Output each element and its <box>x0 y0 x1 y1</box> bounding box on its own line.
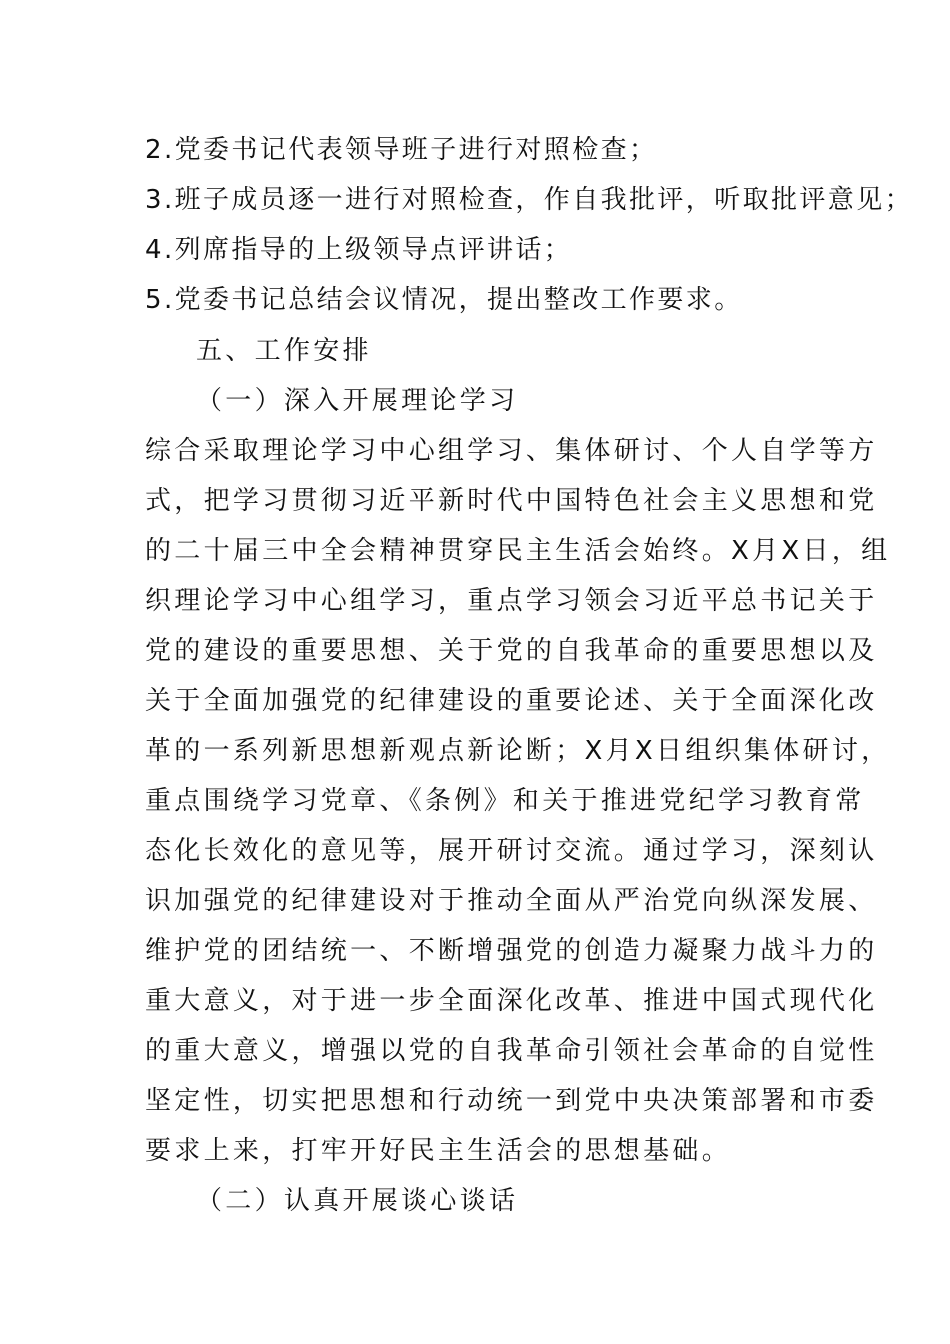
paragraph-line: 式，把学习贯彻习近平新时代中国特色社会主义思想和党 <box>145 486 878 516</box>
paragraph-line: 织理论学习中心组学习，重点学习领会习近平总书记关于 <box>145 586 878 616</box>
list-item: 5.党委书记总结会议情况，提出整改工作要求。 <box>145 285 743 315</box>
paragraph-line: 重大意义，对于进一步全面深化改革、推进中国式现代化 <box>145 986 878 1016</box>
list-item: 4.列席指导的上级领导点评讲话； <box>145 235 573 265</box>
paragraph-line: 坚定性，切实把思想和行动统一到党中央决策部署和市委 <box>145 1086 878 1116</box>
paragraph-line: 的重大意义，增强以党的自我革命引领社会革命的自觉性 <box>145 1036 878 1066</box>
subsection-heading-1: （一）深入开展理论学习 <box>196 386 519 416</box>
paragraph-line: 维护党的团结统一、不断增强党的创造力凝聚力战斗力的 <box>145 936 878 966</box>
paragraph-line: 要求上来，打牢开好民主生活会的思想基础。 <box>145 1136 732 1166</box>
paragraph-line: 识加强党的纪律建设对于推动全面从严治党向纵深发展、 <box>145 886 878 916</box>
paragraph-line: 革的一系列新思想新观点新论断；X月X日组织集体研讨， <box>145 736 891 766</box>
subsection-heading-2: （二）认真开展谈心谈话 <box>196 1186 519 1216</box>
paragraph-line: 的二十届三中全会精神贯穿民主生活会始终。X月X日，组 <box>145 536 891 566</box>
paragraph-line: 态化长效化的意见等，展开研讨交流。通过学习，深刻认 <box>145 836 878 866</box>
list-item: 2.党委书记代表领导班子进行对照检查； <box>145 135 658 165</box>
list-item: 3.班子成员逐一进行对照检查，作自我批评，听取批评意见； <box>145 185 914 215</box>
section-heading: 五、工作安排 <box>196 336 372 366</box>
paragraph-line: 综合采取理论学习中心组学习、集体研讨、个人自学等方 <box>145 436 878 466</box>
paragraph-line: 党的建设的重要思想、关于党的自我革命的重要思想以及 <box>145 636 878 666</box>
paragraph-line: 重点围绕学习党章、《条例》和关于推进党纪学习教育常 <box>145 786 865 816</box>
paragraph-line: 关于全面加强党的纪律建设的重要论述、关于全面深化改 <box>145 686 878 716</box>
